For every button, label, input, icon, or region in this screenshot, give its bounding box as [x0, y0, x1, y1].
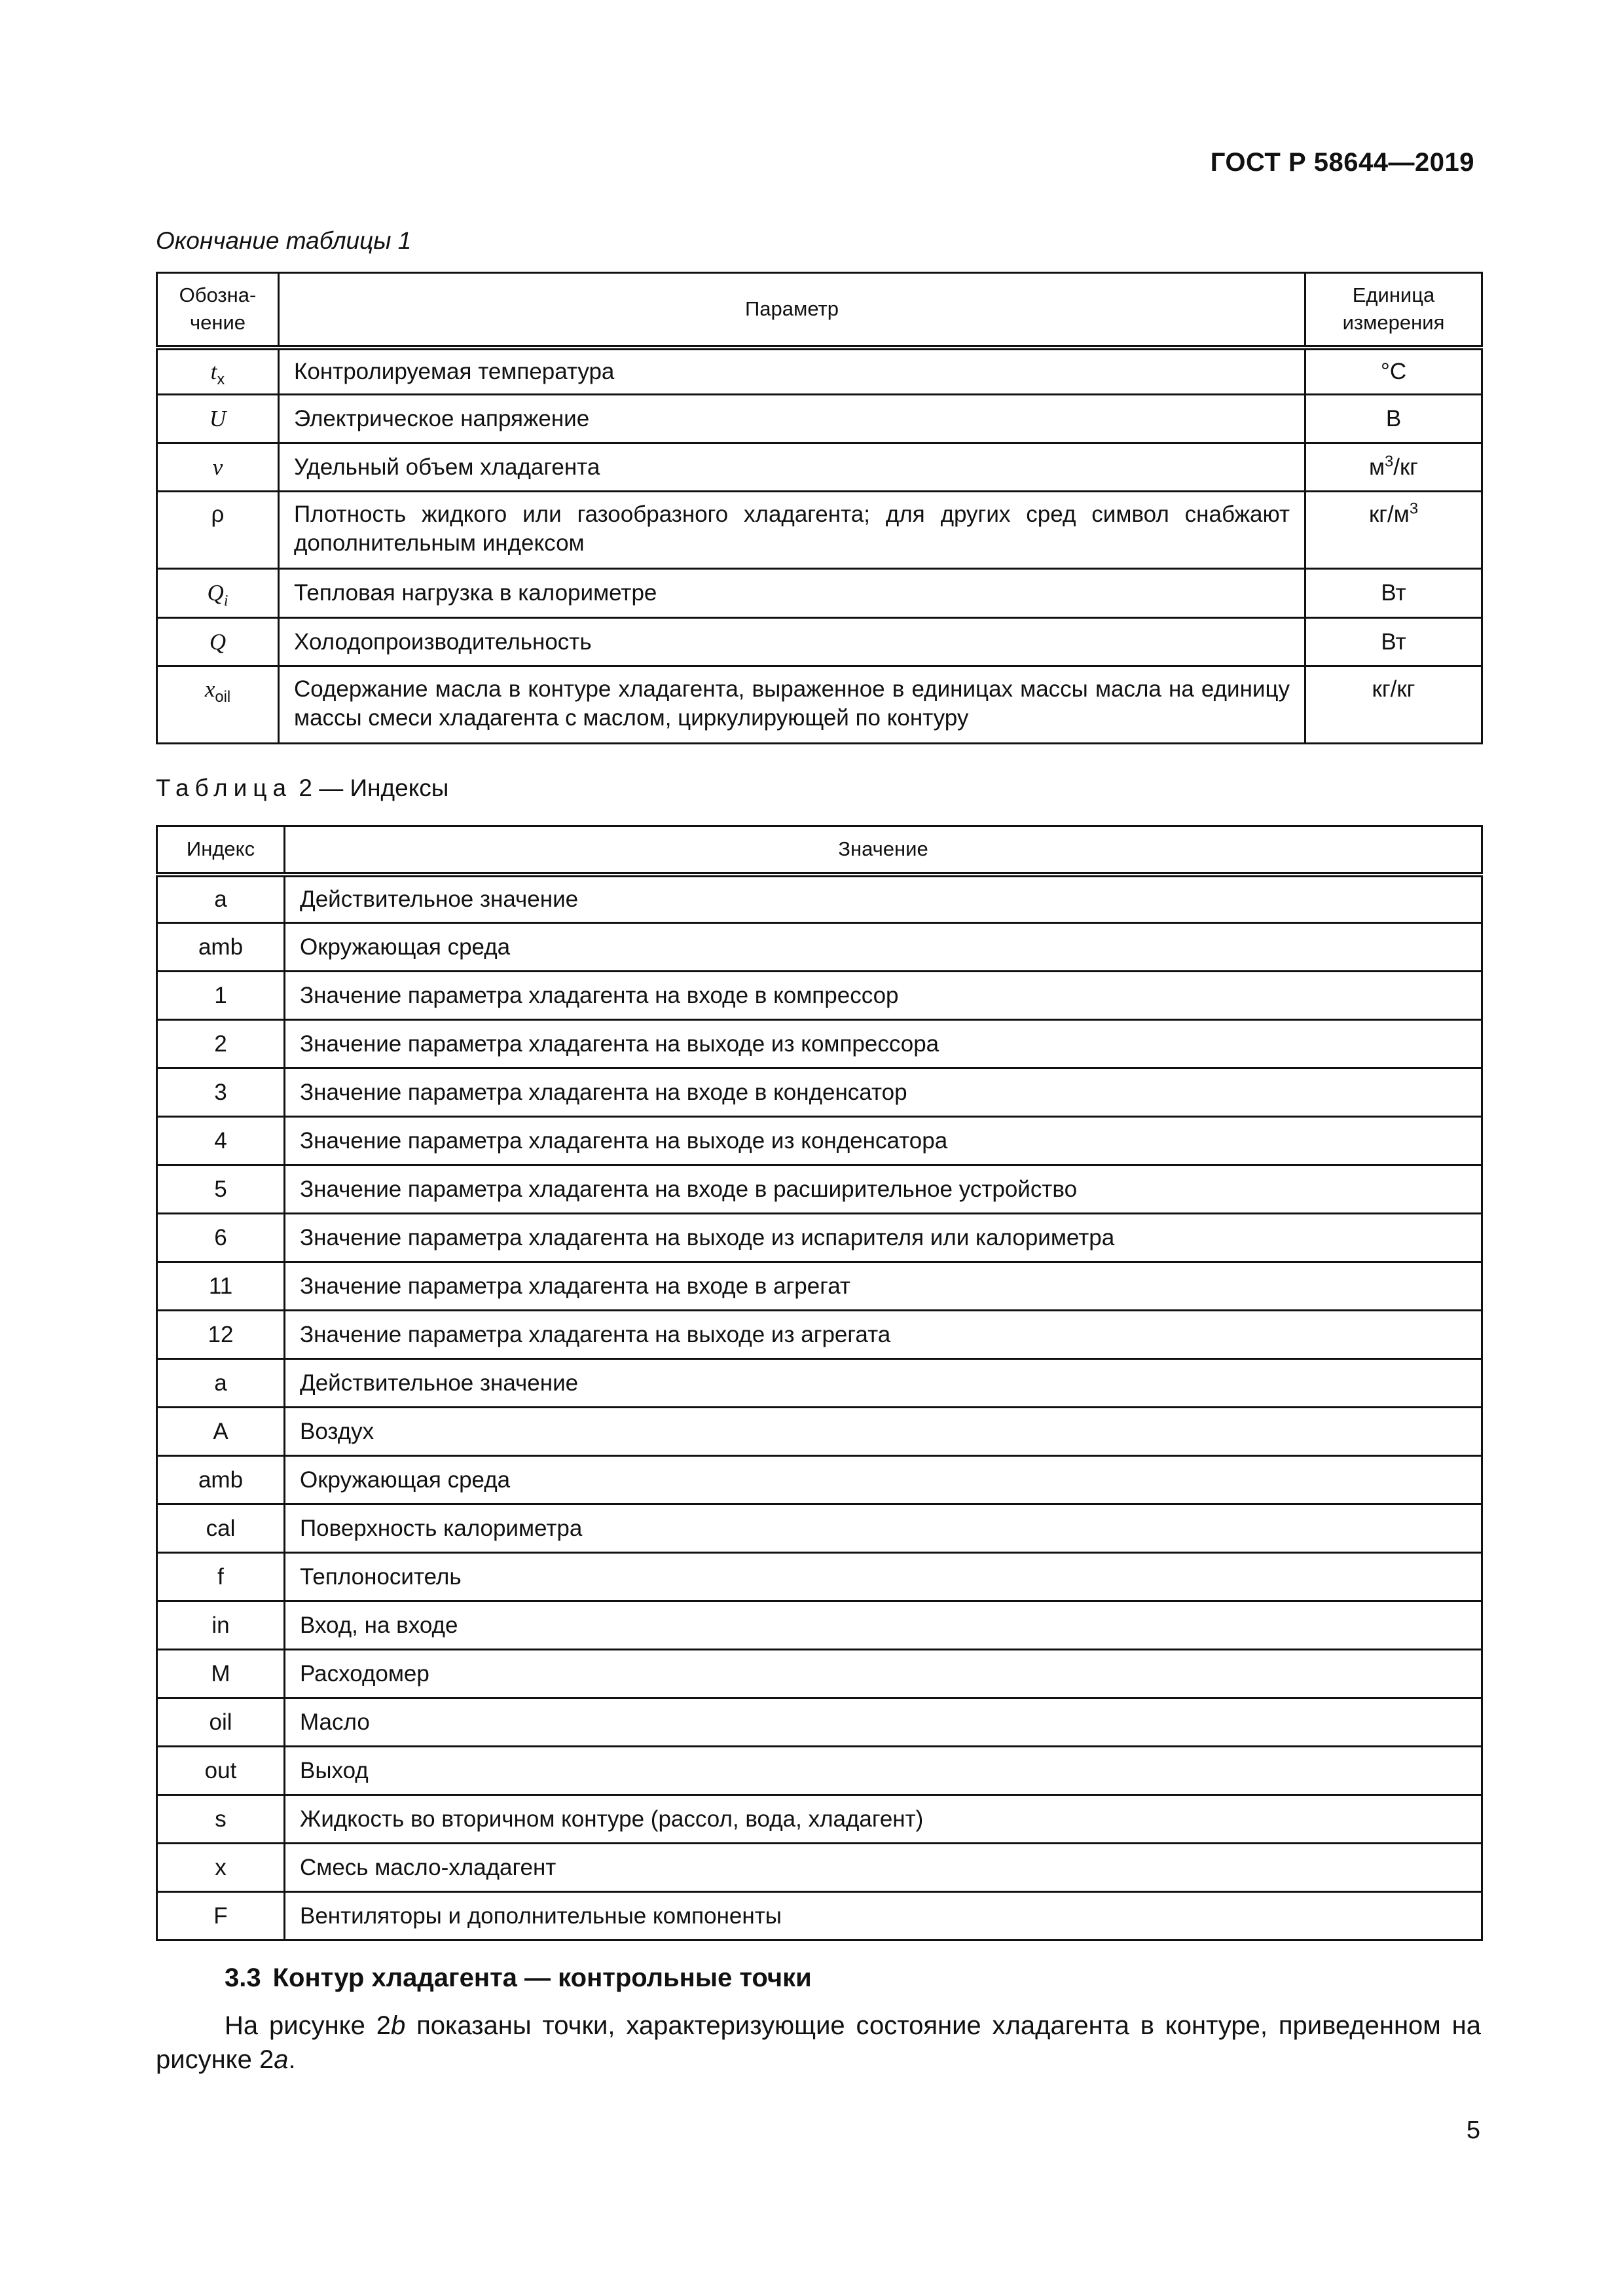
- table-row: $t_x$ Контролируемая температура °C: [157, 348, 1482, 395]
- meaning-cell: Значение параметра хладагента на входе в компрессор: [285, 972, 1482, 1020]
- col-header-unit: Единица измерения: [1305, 273, 1482, 348]
- index-cell: f: [157, 1553, 285, 1601]
- table-row: [157, 1650, 1482, 1698]
- index-cell: 6: [157, 1214, 285, 1262]
- index-cell: x: [157, 1844, 285, 1892]
- table-row: ρ Плотность жидкого или газообразного хладагента; для других сред символ снабжают дополнительным индексом $кг/м^3$: [157, 492, 1482, 569]
- col-header-symbol: Обозна- чение: [157, 273, 279, 348]
- table-row: [157, 1408, 1482, 1456]
- index-cell: a: [157, 875, 285, 923]
- meaning-cell: Значение параметра хладагента на выходе из агрегата: [285, 1311, 1482, 1359]
- table-row: [157, 1068, 1482, 1117]
- index-cell: 1: [157, 972, 285, 1020]
- meaning-cell: Воздух: [285, 1408, 1482, 1456]
- index-cell: 4: [157, 1117, 285, 1165]
- meaning-cell: Расходомер: [285, 1650, 1482, 1698]
- meaning-cell: Значение параметра хладагента на выходе из испарителя или калориметра: [285, 1214, 1482, 1262]
- meaning-cell: Значение параметра хладагента на выходе из конденсатора: [285, 1117, 1482, 1165]
- index-cell: s: [157, 1795, 285, 1844]
- table-row: [157, 1504, 1482, 1553]
- index-cell: 11: [157, 1262, 285, 1311]
- section-paragraph: На рисунке 2b показаны точки, характеризующие состояние хладагента в контуре, приведенном на рисунке 2a.: [156, 2011, 1481, 2074]
- index-cell: 3: [157, 1068, 285, 1117]
- meaning-cell: Выход: [285, 1747, 1482, 1795]
- document-designation: ГОСТ Р 58644—2019: [1210, 148, 1474, 177]
- table-row: [157, 1359, 1482, 1408]
- index-cell: A: [157, 1408, 285, 1456]
- table2-body: [157, 875, 1482, 1941]
- table-row: [157, 1553, 1482, 1601]
- meaning-cell: Значение параметра хладагента на входе в конденсатор: [285, 1068, 1482, 1117]
- table-row: [157, 1601, 1482, 1650]
- table-row: [157, 1795, 1482, 1844]
- table-row: [157, 1747, 1482, 1795]
- table-row: [157, 1892, 1482, 1941]
- meaning-cell: Вентиляторы и дополнительные компоненты: [285, 1892, 1482, 1941]
- meaning-cell: Поверхность калориметра: [285, 1504, 1482, 1553]
- index-cell: M: [157, 1650, 285, 1698]
- index-cell: 12: [157, 1311, 285, 1359]
- index-cell: F: [157, 1892, 285, 1941]
- table-row: [157, 1311, 1482, 1359]
- meaning-cell: Действительное значение: [285, 1359, 1482, 1408]
- meaning-cell: Масло: [285, 1698, 1482, 1747]
- table-row: [157, 1117, 1482, 1165]
- table1-caption: Окончание таблицы 1: [156, 227, 412, 254]
- table-row: [157, 1262, 1482, 1311]
- table-row: $x_{oil}$ Содержание масла в контуре хладагента, выраженное в единицах массы масла на единицу массы смеси хладагента с маслом, циркулирующей по контуру кг/кг: [157, 666, 1482, 744]
- index-cell: amb: [157, 1456, 285, 1504]
- col-header-parameter: Параметр: [279, 273, 1305, 348]
- col-header-index: Индекс: [157, 826, 285, 875]
- table2-caption: Таблица 2 — Индексы: [156, 774, 449, 801]
- table-row: v Удельный объем хладагента $м^3/кг$: [157, 443, 1482, 492]
- table-1: [156, 272, 1483, 744]
- table-row: $Q_i$ Тепловая нагрузка в калориметре Вт: [157, 569, 1482, 618]
- table-row: Q Холодопроизводительность Вт: [157, 618, 1482, 666]
- meaning-cell: Значение параметра хладагента на входе в агрегат: [285, 1262, 1482, 1311]
- meaning-cell: Значение параметра хладагента на входе в расширительное устройство: [285, 1165, 1482, 1214]
- index-cell: out: [157, 1747, 285, 1795]
- meaning-cell: Теплоноситель: [285, 1553, 1482, 1601]
- table-row: [157, 1844, 1482, 1892]
- table-row: [157, 972, 1482, 1020]
- index-cell: a: [157, 1359, 285, 1408]
- section-heading: 3.3 Контур хладагента — контрольные точки: [225, 1963, 812, 1992]
- index-cell: 2: [157, 1020, 285, 1068]
- index-cell: amb: [157, 923, 285, 972]
- index-cell: 5: [157, 1165, 285, 1214]
- meaning-cell: Действительное значение: [285, 875, 1482, 923]
- index-cell: cal: [157, 1504, 285, 1553]
- index-cell: oil: [157, 1698, 285, 1747]
- table-2: [156, 825, 1483, 1941]
- table-row: [157, 1020, 1482, 1068]
- page-number: 5: [1466, 2117, 1480, 2144]
- meaning-cell: Жидкость во вторичном контуре (рассол, вода, хладагент): [285, 1795, 1482, 1844]
- table-row: [157, 1214, 1482, 1262]
- meaning-cell: Значение параметра хладагента на выходе из компрессора: [285, 1020, 1482, 1068]
- index-cell: in: [157, 1601, 285, 1650]
- table-row: [157, 923, 1482, 972]
- table-row: [157, 1165, 1482, 1214]
- meaning-cell: Окружающая среда: [285, 1456, 1482, 1504]
- meaning-cell: Вход, на входе: [285, 1601, 1482, 1650]
- table-row: [157, 875, 1482, 923]
- meaning-cell: Окружающая среда: [285, 923, 1482, 972]
- table-row: U Электрическое напряжение В: [157, 395, 1482, 443]
- col-header-meaning: Значение: [285, 826, 1482, 875]
- table-row: [157, 1456, 1482, 1504]
- meaning-cell: Смесь масло-хладагент: [285, 1844, 1482, 1892]
- table-row: [157, 1698, 1482, 1747]
